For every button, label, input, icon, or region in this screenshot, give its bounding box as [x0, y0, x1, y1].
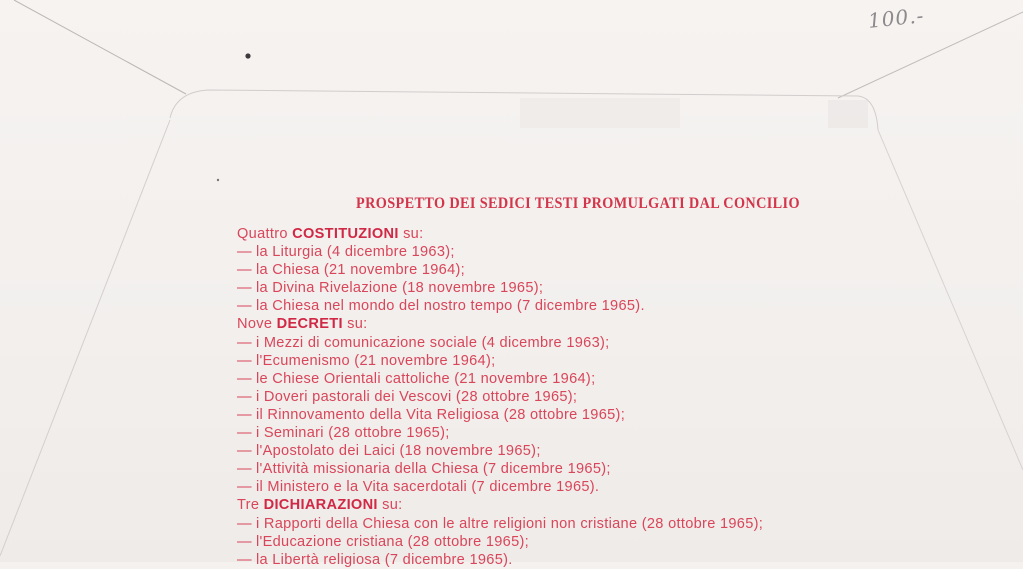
list-dash: — — [237, 406, 252, 423]
list-item — [237, 406, 957, 424]
section-kind: DECRETI — [276, 316, 343, 333]
worn-patch — [828, 100, 868, 128]
document-list — [237, 225, 957, 569]
document-title: PROSPETTO DEI SEDICI TESTI PROMULGATI DAL CONCILIO — [356, 195, 800, 212]
list-item-text: la Liturgia (4 dicembre 1963); — [255, 244, 455, 261]
list-item-text: l'Educazione cristiana (28 ottobre 1965); — [255, 533, 530, 550]
list-dash: — — [237, 533, 252, 550]
list-item-text: i Mezzi di comunicazione sociale (4 dicembre 1963); — [255, 334, 610, 351]
flap-edge-left-top — [14, 0, 186, 94]
list-item-text: la Chiesa (21 novembre 1964); — [255, 262, 466, 279]
list-dash: — — [237, 244, 252, 261]
list-item — [237, 243, 957, 261]
list-item — [237, 551, 957, 569]
section-kind: COSTITUZIONI — [292, 226, 399, 242]
list-item-text: i Rapporti della Chiesa con le altre religioni non cristiane (28 ottobre 1965); — [255, 515, 764, 532]
list-item-text: i Seminari (28 ottobre 1965); — [255, 425, 450, 442]
section-tail: su: — [347, 316, 368, 333]
list-dash: — — [237, 479, 252, 496]
list-item-text: le Chiese Orientali cattoliche (21 novembre 1964); — [255, 370, 596, 387]
list-item — [237, 388, 957, 406]
section-tail: su: — [403, 226, 424, 242]
list-item-text: il Ministero e la Vita sacerdotali (7 dicembre 1965). — [255, 479, 600, 496]
list-item — [237, 297, 957, 315]
pencil-price-note: 100.- — [866, 3, 926, 33]
list-item-text: la Chiesa nel mondo del nostro tempo (7 dicembre 1965). — [255, 298, 645, 315]
list-dash: — — [237, 280, 252, 297]
flap-edge-right-top — [838, 12, 1023, 98]
list-dash: — — [237, 425, 252, 442]
ink-dot — [217, 179, 219, 181]
section-heading — [237, 496, 957, 514]
list-item — [237, 334, 957, 352]
list-item-text: l'Attività missionaria della Chiesa (7 dicembre 1965); — [255, 461, 611, 478]
section-intro: Tre — [237, 497, 260, 514]
list-item-text: i Doveri pastorali dei Vescovi (28 ottobre 1965); — [255, 388, 578, 405]
flap-edge-left-bottom — [0, 120, 170, 556]
list-item — [237, 370, 957, 388]
section-kind: DICHIARAZIONI — [263, 497, 378, 514]
section-heading — [237, 225, 957, 243]
list-dash: — — [237, 515, 252, 532]
worn-patch — [520, 98, 680, 128]
list-item-text: l'Ecumenismo (21 novembre 1964); — [255, 352, 496, 369]
list-item — [237, 352, 957, 370]
list-dash: — — [237, 262, 252, 279]
list-dash: — — [237, 388, 252, 405]
list-item — [237, 533, 957, 551]
list-dash: — — [237, 352, 252, 369]
list-dash: — — [237, 461, 252, 478]
list-item-text: l'Apostolato dei Laici (18 novembre 1965); — [255, 443, 541, 460]
list-item — [237, 261, 957, 279]
list-dash: — — [237, 334, 252, 351]
list-dash: — — [237, 551, 252, 568]
printed-text-block — [237, 195, 957, 569]
list-dash: — — [237, 443, 252, 460]
section-intro: Quattro — [237, 226, 288, 242]
list-item-text: la Libertà religiosa (7 dicembre 1965). — [255, 551, 513, 568]
list-item — [237, 279, 957, 297]
list-item — [237, 515, 957, 533]
section-heading — [237, 315, 957, 333]
ink-dot — [245, 53, 250, 58]
list-item — [237, 478, 957, 496]
list-dash: — — [237, 298, 252, 315]
section-tail: su: — [382, 497, 403, 514]
list-item-text: il Rinnovamento della Vita Religiosa (28 ottobre 1965); — [255, 406, 626, 423]
list-item-text: la Divina Rivelazione (18 novembre 1965); — [255, 280, 544, 297]
list-dash: — — [237, 370, 252, 387]
list-item — [237, 424, 957, 442]
list-item — [237, 442, 957, 460]
list-item — [237, 460, 957, 478]
section-intro: Nove — [237, 316, 273, 333]
